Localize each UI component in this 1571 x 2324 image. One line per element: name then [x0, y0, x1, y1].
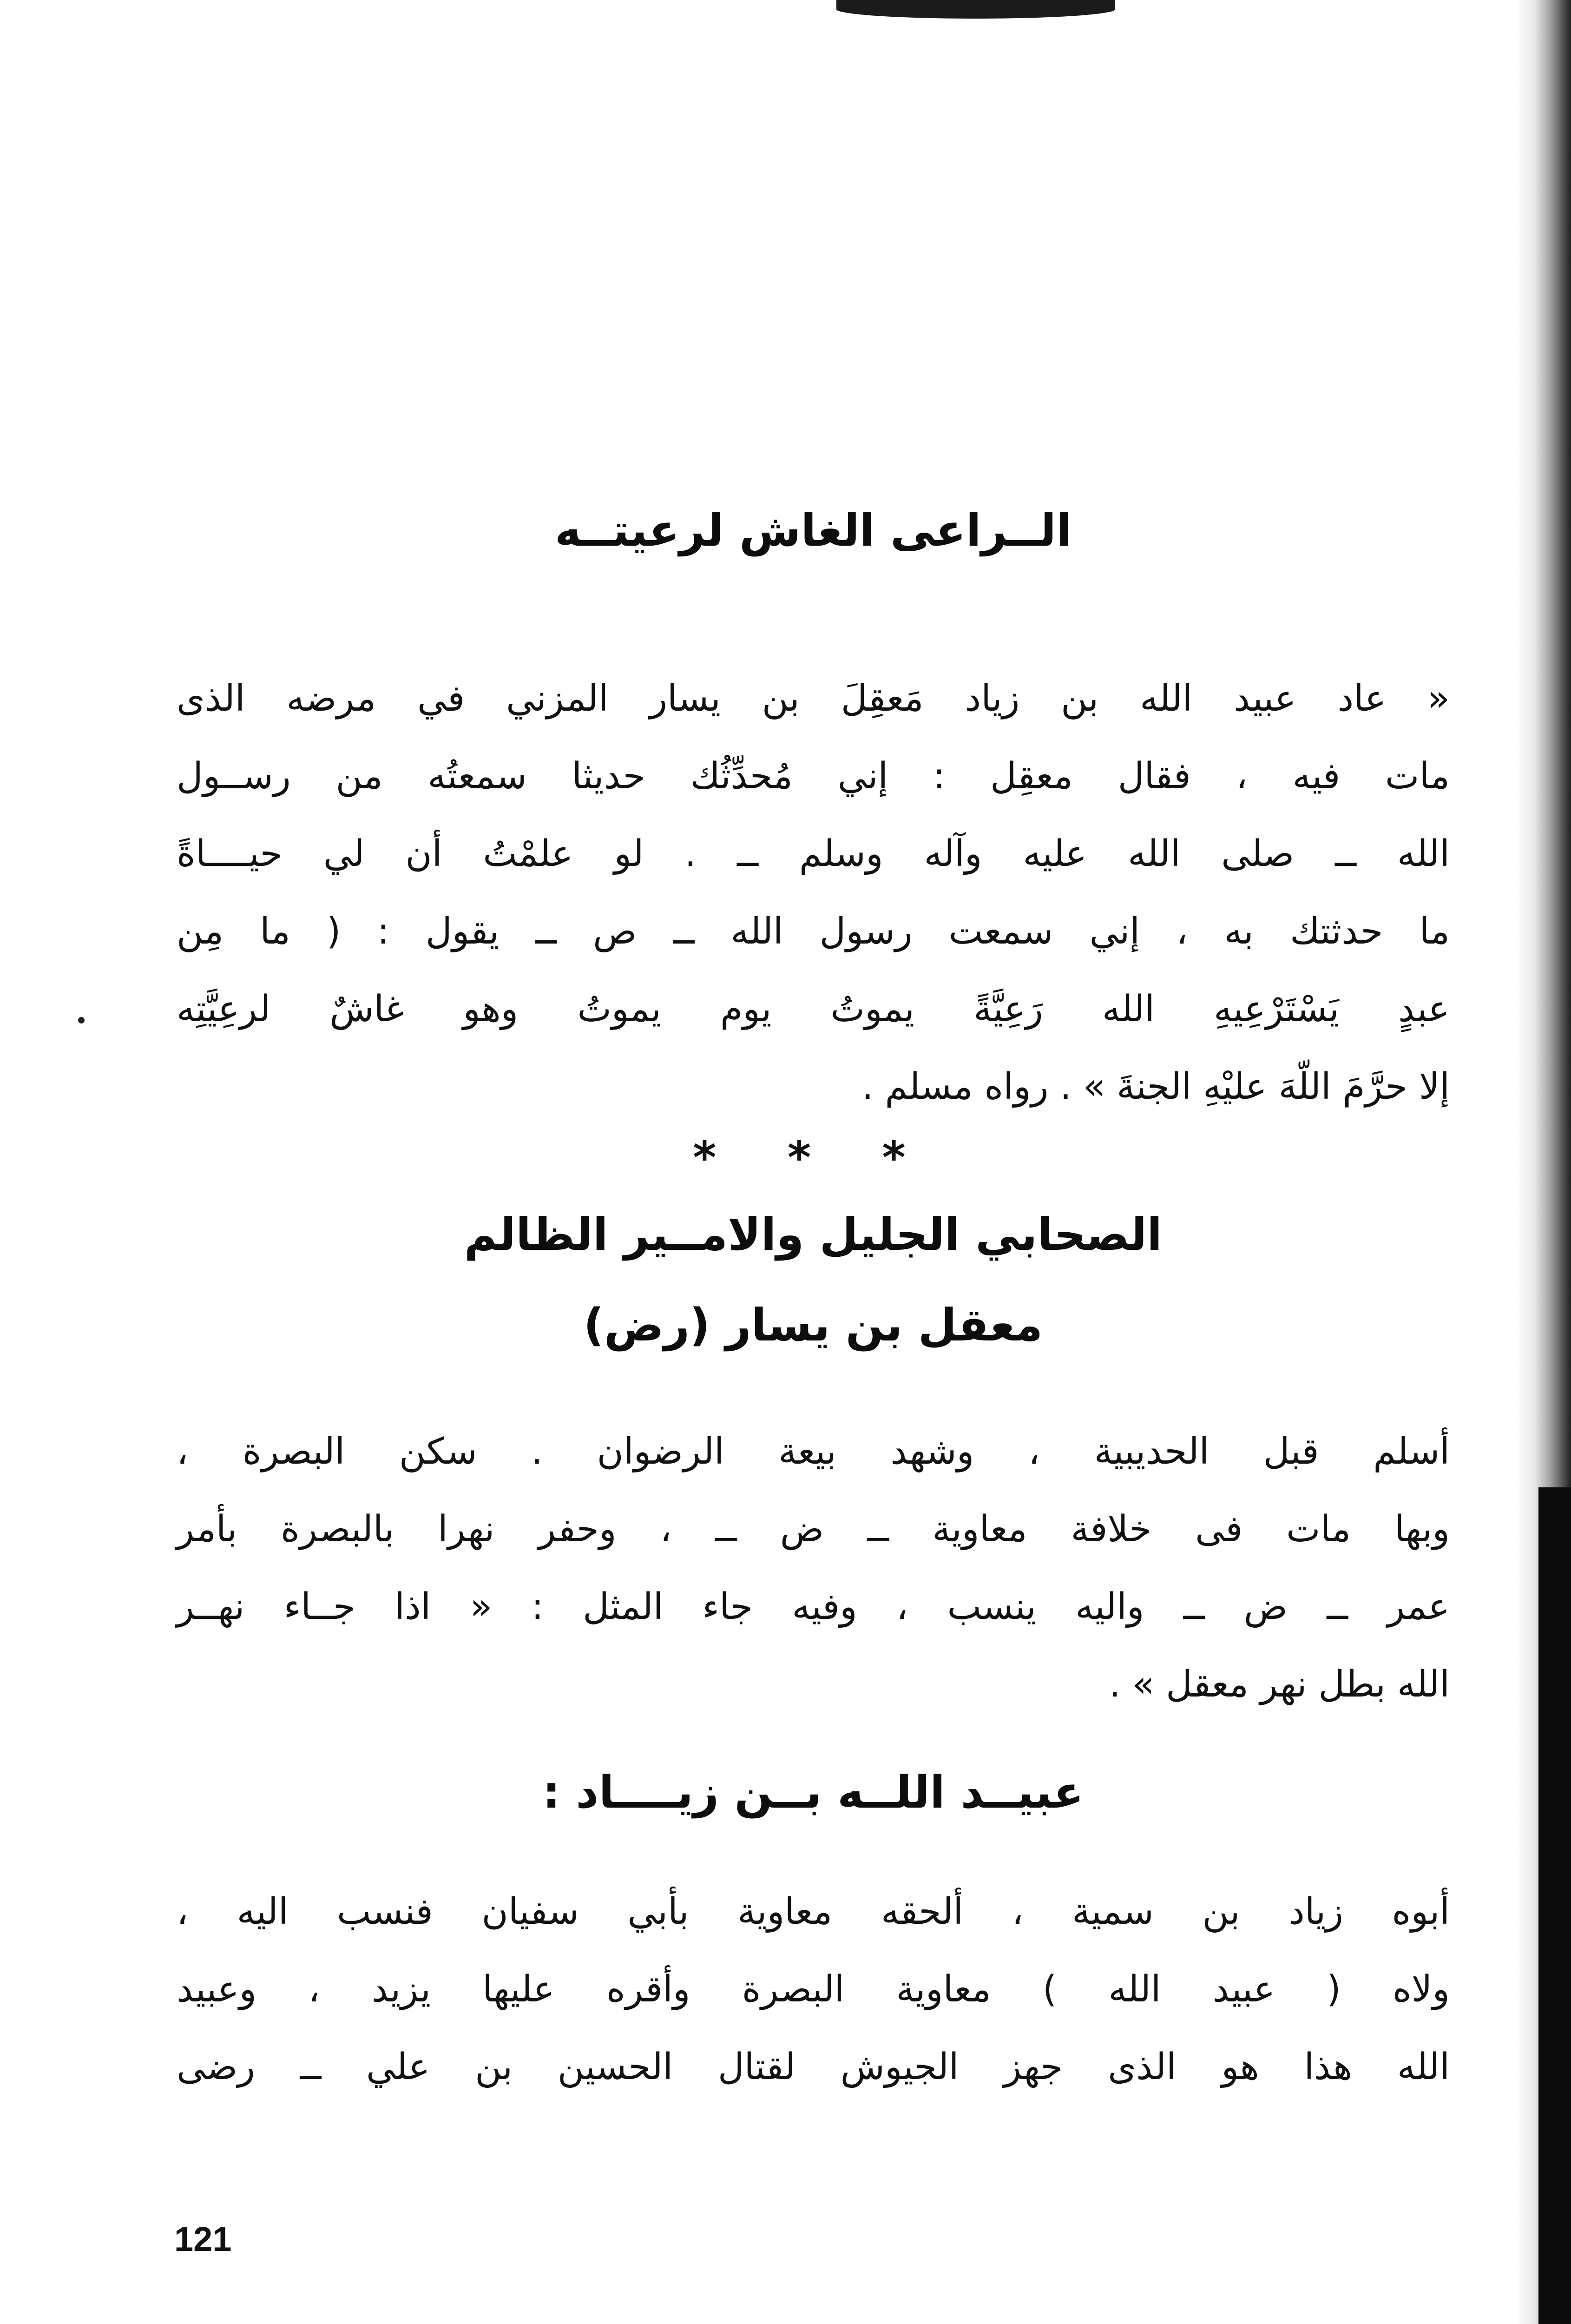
paragraph-line: مات فيه ، فقال معقِل : إني مُحدِّثُك حديثا سمعتُه من رســول	[177, 755, 1450, 797]
paragraph-line: « عاد عبيد الله بن زياد مَعقِلَ بن يسار المزني في مرضه الذى	[177, 678, 1450, 720]
scan-shadow-top	[836, 0, 1115, 19]
paragraph-line: أبوه زياد بن سمية ، ألحقه معاوية بأبي سفيان فنسب اليه ،	[177, 1891, 1450, 1933]
paragraph-line: عمر ــ ض ــ واليه ينسب ، وفيه جاء المثل : « اذا جــاء نهــر	[177, 1586, 1450, 1628]
paragraph-line: إلا حرَّمَ اللّهَ عليْهِ الجنةَ » . رواه مسلم .	[861, 1066, 1450, 1108]
page-number: 121	[174, 2220, 232, 2258]
section-subtitle-maqil: معقل بن يسار (رض)	[583, 1299, 1043, 1351]
section-separator: * * *	[693, 1132, 933, 1184]
paragraph-line: الله هذا هو الذى جهز الجيوش لقتال الحسين بن علي ــ رضى	[177, 2046, 1450, 2088]
section-title-sahabi: الصحابي الجليل والامــير الظالم	[464, 1208, 1163, 1261]
biography-paragraph-maqil	[177, 1413, 1450, 1723]
scan-speck	[78, 1017, 85, 1023]
paragraph-line: الله ــ صلى الله عليه وآله وسلم ــ . لو علمْتُ أن لي حيــــاةً	[177, 833, 1450, 875]
section-title-rai-ghash: الــراعى الغاش لرعيتــه	[555, 504, 1071, 556]
paragraph-line: وبها مات فى خلافة معاوية ــ ض ــ ، وحفر نهرا بالبصرة بأمر	[177, 1508, 1450, 1550]
biography-paragraph-ubaydullah	[177, 1873, 1450, 2106]
scan-edge-right-dark	[1538, 1487, 1571, 2324]
paragraph-line: ما حدثتك به ، إني سمعت رسول الله ــ ص ــ يقول : ( ما مِن	[177, 911, 1450, 952]
hadith-paragraph	[177, 660, 1450, 1126]
paragraph-line: الله بطل نهر معقل » .	[1109, 1664, 1450, 1705]
paragraph-line: عبدٍ يَسْتَرْعِيهِ الله رَعِيَّةً يموتُ يوم يموتُ وهو غاشٌ لرعِيَّتِه	[177, 988, 1450, 1030]
paragraph-line: أسلم قبل الحديبية ، وشهد بيعة الرضوان . سكن البصرة ،	[177, 1431, 1450, 1472]
paragraph-line: ولاه ( عبيد الله ) معاوية البصرة وأقره عليها يزيد ، وعبيد	[177, 1968, 1450, 2010]
section-title-ubaydullah: عبيــد اللــه بــن زيــــاد :	[542, 1766, 1084, 1818]
